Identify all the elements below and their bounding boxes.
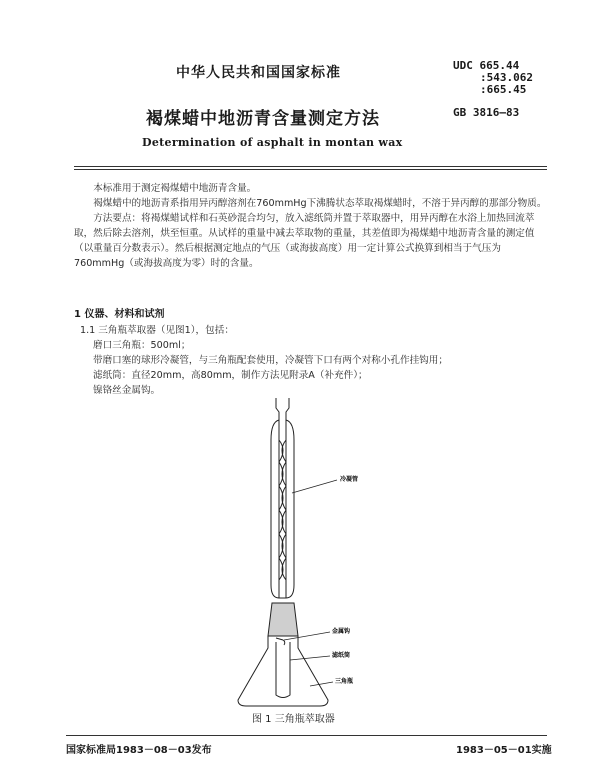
document-title: 褐煤蜡中地沥青含量测定方法 (146, 109, 380, 129)
flask-leader (310, 682, 333, 686)
item-flask: 磨口三角瓶：500ml； (93, 340, 191, 351)
conical-flask (238, 636, 328, 706)
publisher-header: 中华人民共和国国家标准 (176, 65, 341, 81)
label-thimble: 滤纸筒 (332, 652, 351, 659)
intro-paragraph-3: 方法要点：将褐煤蜡试样和石英砂混合均匀，放入滤纸筒并置于萃取器中，用异丙醇在水浴上加热回流萃取，然后除去溶剂，烘至恒重。从试样的重量中减去萃取物的重量，其差值即为褐煤蜡中地沥青含量的测定值（以重量百分数表示）。然后根据测定地点的气压（或海拔高度）用一定计算公式换算到相当于气压为760mmHg（或海拔高度为零）时的含量。 (74, 213, 535, 269)
footer-rule (66, 735, 547, 736)
subsection-heading: 1.1 三角瓶萃取器（见图1），包括： (80, 325, 234, 336)
intro-paragraph-2: 褐煤蜡中的地沥青系指用异丙醇溶剂在760mmHg下沸腾状态萃取褐煤蜡时，不溶于异丙醇的那部分物质。 (93, 198, 547, 209)
label-hook: 金属钩 (332, 628, 351, 635)
condenser-leader (292, 480, 337, 493)
figure-caption: 图 1 三角瓶萃取器 (252, 714, 335, 725)
filter-thimble (276, 642, 290, 698)
issue-date: 国家标准局1983－08－03发布 (66, 745, 212, 756)
condenser-jacket-right (286, 420, 294, 598)
udc-line-1: UDC 665.44 (453, 59, 520, 72)
condenser-bulbs (279, 440, 286, 580)
section-heading: 1 仪器、材料和试剂 (74, 309, 165, 320)
ground-joint (268, 603, 298, 636)
item-hook: 镍铬丝金属钩。 (93, 385, 161, 396)
udc-line-3: :665.45 (480, 83, 527, 96)
thimble-leader (290, 656, 330, 660)
document-title-en: Determination of asphalt in montan wax (142, 136, 403, 149)
item-condenser: 带磨口塞的球形冷凝管，与三角瓶配套使用，冷凝管下口有两个对称小孔作挂钩用； (93, 355, 448, 366)
condenser-jacket-left (271, 420, 279, 598)
intro-paragraph-1: 本标准用于测定褐煤蜡中地沥青含量。 (93, 183, 257, 194)
effective-date: 1983－05－01实施 (456, 745, 552, 756)
udc-line-2: :543.062 (480, 71, 533, 84)
label-flask: 三角瓶 (335, 678, 354, 685)
label-condenser: 冷凝管 (340, 476, 359, 483)
item-thimble: 滤纸筒：直径20mm，高80mm，制作方法见附录A（补充件）； (93, 370, 368, 381)
gb-number: GB 3816—83 (453, 106, 520, 119)
metal-hook (276, 638, 285, 645)
